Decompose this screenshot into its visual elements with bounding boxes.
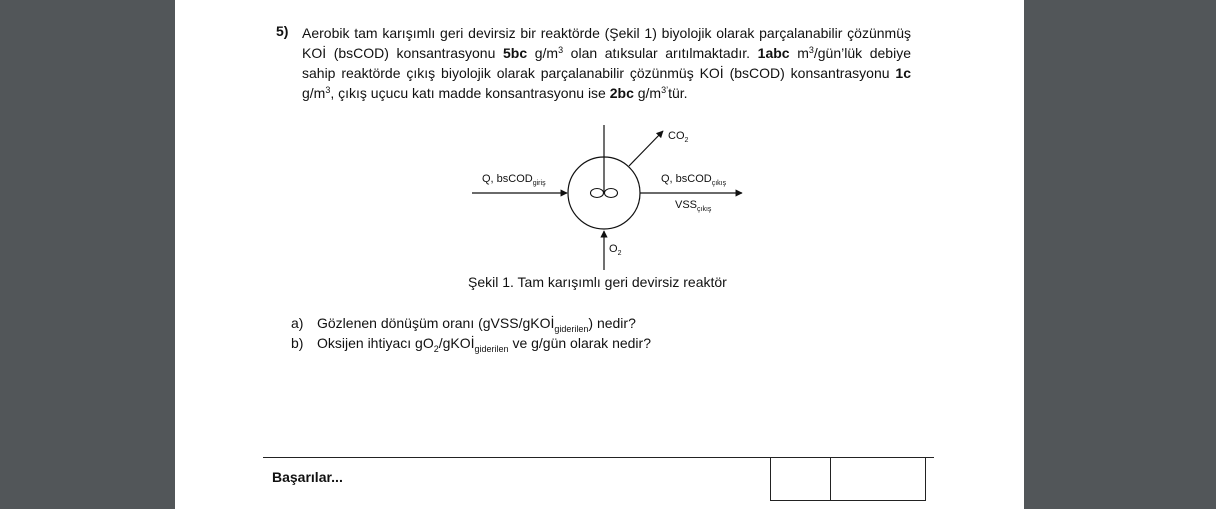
q-bold-3: 1c [895, 65, 911, 81]
q-text-1: Aerobik tam karışımlı geri devirsiz bir reaktörde (Şekil 1) biyolojik olarak parçalanabilir çözünmüş KOİ (bsCOD) konsantrasyonu [302, 25, 911, 61]
q-sup-1: 3 [558, 45, 564, 55]
q-text-2: g/m [527, 45, 559, 61]
q-text-9: tür. [668, 85, 688, 101]
score-box-1 [770, 457, 831, 501]
sub-question-a-text: Gözlenen dönüşüm oranı (gVSS/gKOİ [317, 315, 555, 331]
q-text-8: g/m [633, 85, 662, 101]
q-sup-2: 3 [808, 45, 814, 55]
o2-label: $O_2$ [609, 243, 622, 257]
q-sup-4: 3’ [661, 85, 669, 95]
q-text-7: , çıkış uçucu katı madde konsantrasyonu ise [330, 85, 610, 101]
sub-question-b-sub1: 2 [433, 343, 439, 354]
q-text-6: g/m [302, 85, 326, 101]
figure-caption: Şekil 1. Tam karışımlı geri devirsiz reaktör [468, 274, 727, 290]
sub-question-a [291, 315, 636, 334]
footer-text: Başarılar... [272, 469, 343, 485]
q-sup-3: 3 [325, 85, 331, 95]
q-text-3: olan atıksular arıtılmaktadır. [563, 45, 758, 61]
vss-label: $VSS_{çıkış}$ [675, 199, 712, 213]
reactor-diagram [460, 118, 760, 278]
co2-label: $CO_2$ [668, 130, 689, 144]
score-box-2 [830, 457, 926, 501]
q-bold-1: 5bc [502, 45, 528, 61]
sub-question-b-label: b) [291, 335, 304, 351]
co2-arrow [629, 131, 663, 166]
q-text-5: /gün’lük debiye sahip reaktörde çıkış biyolojik olarak parçalanabilir çözünmüş KOİ (bsCOD) konsantrasyonu [302, 45, 911, 81]
q-text-4: m [789, 45, 809, 61]
sub-question-a-end: ) nedir? [588, 315, 636, 331]
sub-question-a-sub: giderilen [554, 323, 589, 334]
outflow-label: Q, bsCOD$_{çıkış}$ [661, 173, 727, 187]
inflow-label: Q, bsCOD$_{giriş}$ [482, 173, 546, 187]
sub-question-a-label: a) [291, 315, 304, 331]
sub-question-b-end: ve g/gün olarak nedir? [508, 335, 651, 351]
q-bold-2: 1abc [757, 45, 790, 61]
sub-question-b-sub2: giderilen [474, 343, 509, 354]
sub-question-b-text: Oksijen ihtiyacı gO [317, 335, 434, 351]
q-bold-4: 2bc [609, 85, 634, 101]
question-number: 5) [276, 23, 289, 39]
question-text [302, 23, 911, 103]
sub-question-b [291, 335, 651, 354]
sub-question-b-mid: /gKOİ [438, 335, 475, 351]
exam-page [175, 0, 1024, 509]
